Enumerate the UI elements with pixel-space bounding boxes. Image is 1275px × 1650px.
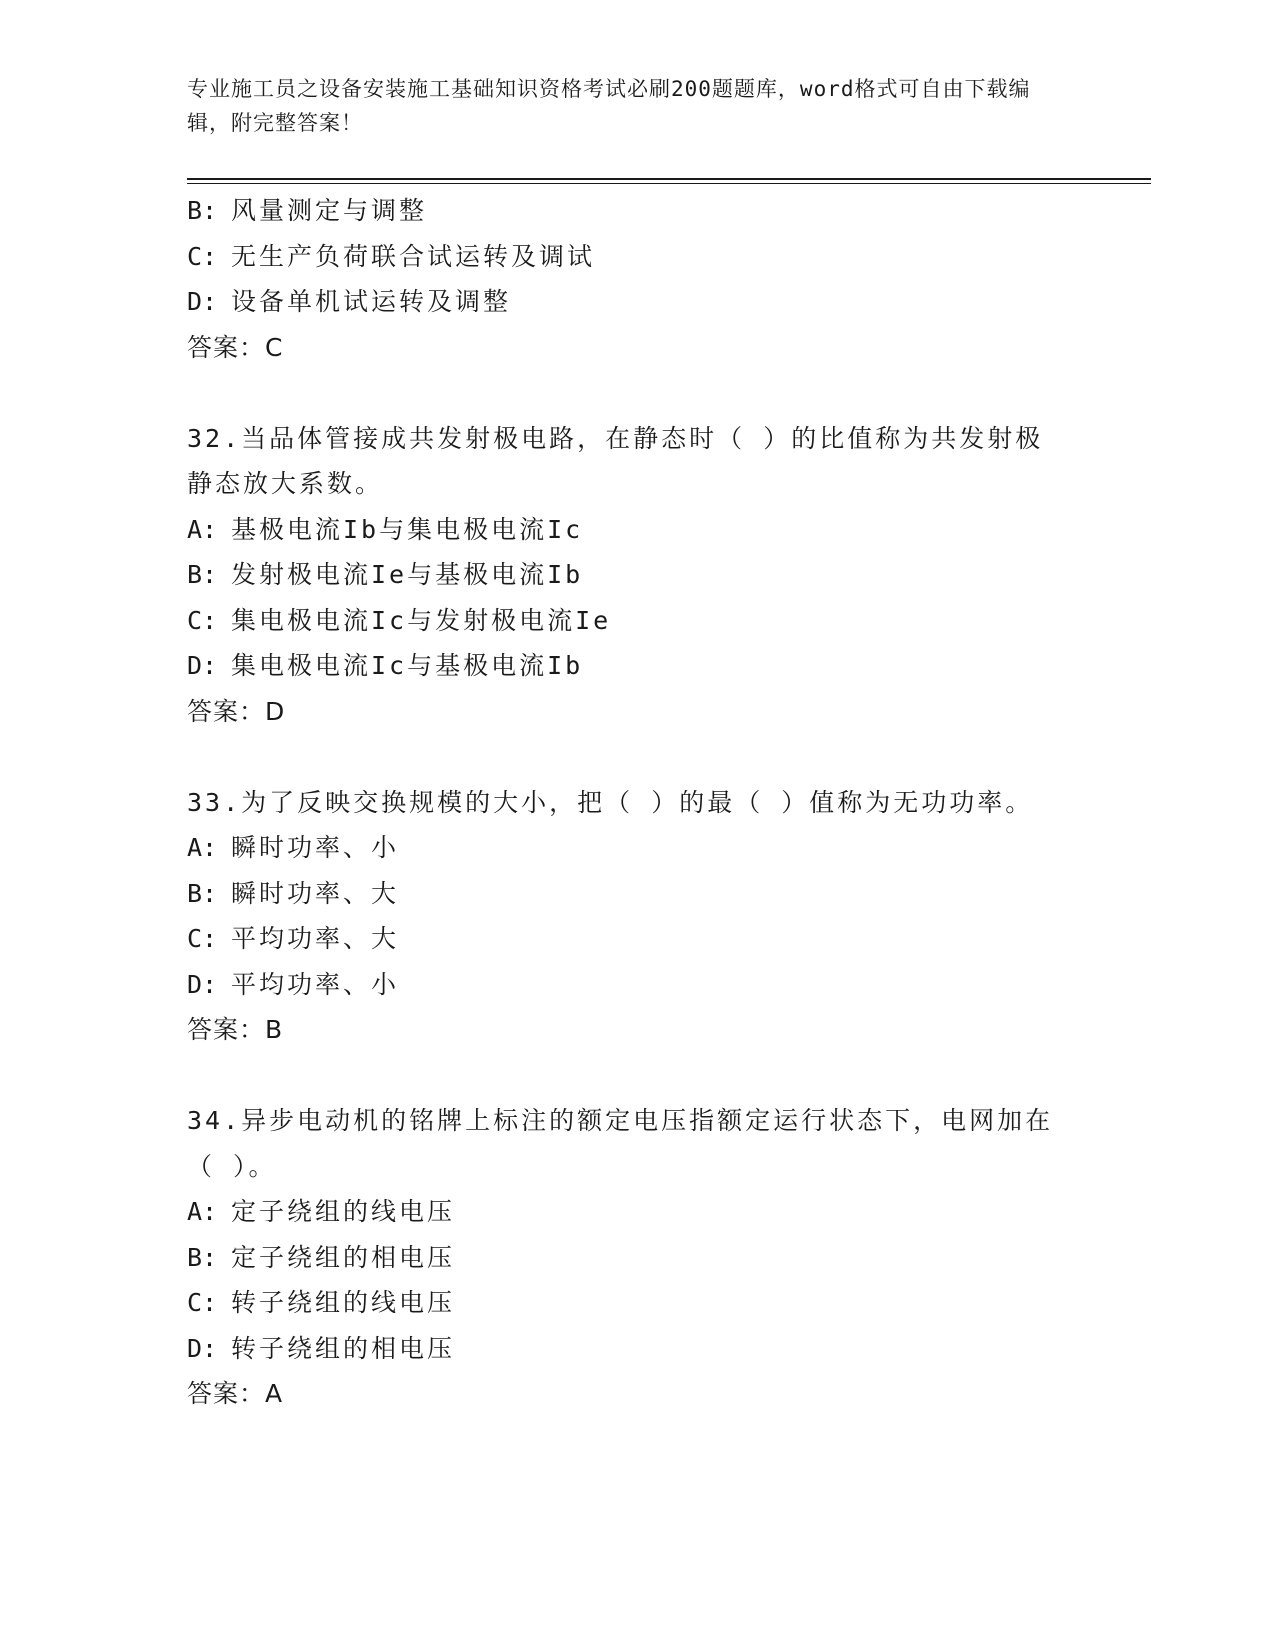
option-letter: D: bbox=[187, 651, 218, 680]
answer-line: 答案：A bbox=[187, 1379, 284, 1408]
option-letter: B: bbox=[187, 560, 218, 589]
option-d bbox=[187, 279, 1067, 325]
option-text: 风量测定与调整 bbox=[231, 196, 428, 225]
option-letter: B: bbox=[187, 1242, 218, 1272]
option-text: 基极电流Ib与集电极电流Ic bbox=[231, 514, 584, 544]
option-letter: C: bbox=[187, 924, 218, 953]
option-c bbox=[187, 916, 1067, 962]
option-text: 平均功率、小 bbox=[231, 969, 400, 999]
question-33 bbox=[187, 780, 1067, 1053]
option-text: 转子绕组的线电压 bbox=[231, 1288, 456, 1317]
option-b bbox=[187, 188, 1067, 234]
option-d bbox=[187, 1326, 1067, 1372]
option-text: 集电极电流Ic与基极电流Ib bbox=[231, 651, 584, 680]
option-a bbox=[187, 1189, 1067, 1235]
option-letter: C: bbox=[187, 605, 218, 635]
document-header: 专业施工员之设备安装施工基础知识资格考试必刷200题题库，word格式可自由下载编辑，附完整答案！ bbox=[187, 77, 1031, 135]
header-rule-thick bbox=[187, 178, 1151, 180]
option-d bbox=[187, 643, 1067, 689]
option-letter: A: bbox=[187, 1197, 218, 1226]
option-letter: C: bbox=[187, 241, 218, 271]
option-c bbox=[187, 1280, 1067, 1326]
option-text: 集电极电流Ic与发射极电流Ie bbox=[231, 605, 612, 635]
question-stem: 33.为了反映交换规模的大小，把（ ）的最（ ）值称为无功功率。 bbox=[187, 787, 1034, 817]
header-rule-thin bbox=[187, 183, 1151, 184]
partial-question bbox=[187, 188, 1067, 370]
option-text: 定子绕组的相电压 bbox=[231, 1242, 456, 1272]
option-text: 无生产负荷联合试运转及调试 bbox=[231, 241, 596, 271]
option-letter: C: bbox=[187, 1288, 218, 1317]
option-text: 平均功率、大 bbox=[231, 924, 400, 953]
option-letter: B: bbox=[187, 878, 218, 908]
option-text: 瞬时功率、大 bbox=[231, 878, 400, 908]
option-letter: A: bbox=[187, 833, 218, 862]
question-34 bbox=[187, 1098, 1067, 1417]
answer-line: 答案：D bbox=[187, 696, 286, 726]
answer-line: 答案：C bbox=[187, 332, 284, 362]
question-stem: 32.当品体管接成共发射极电路，在静态时（ ）的比值称为共发射极静态放大系数。 bbox=[187, 423, 1044, 498]
option-letter: D: bbox=[187, 287, 218, 316]
option-text: 定子绕组的线电压 bbox=[231, 1197, 456, 1226]
option-letter: D: bbox=[187, 969, 218, 999]
option-b bbox=[187, 871, 1067, 917]
option-text: 设备单机试运转及调整 bbox=[231, 287, 512, 316]
option-c bbox=[187, 598, 1067, 644]
option-a bbox=[187, 507, 1067, 553]
option-letter: B: bbox=[187, 196, 218, 225]
option-c bbox=[187, 234, 1067, 280]
option-b bbox=[187, 1235, 1067, 1281]
option-text: 发射极电流Ie与基极电流Ib bbox=[231, 560, 584, 589]
answer-line: 答案：B bbox=[187, 1015, 284, 1044]
option-text: 瞬时功率、小 bbox=[231, 833, 400, 862]
option-b bbox=[187, 552, 1067, 598]
option-letter: A: bbox=[187, 514, 218, 544]
option-text: 转子绕组的相电压 bbox=[231, 1333, 456, 1363]
option-letter: D: bbox=[187, 1333, 218, 1363]
option-d bbox=[187, 962, 1067, 1008]
question-list bbox=[187, 188, 1067, 1417]
question-stem: 34.异步电动机的铭牌上标注的额定电压指额定运行状态下，电网加在（ ）。 bbox=[187, 1106, 1054, 1181]
option-a bbox=[187, 825, 1067, 871]
question-32 bbox=[187, 416, 1067, 735]
